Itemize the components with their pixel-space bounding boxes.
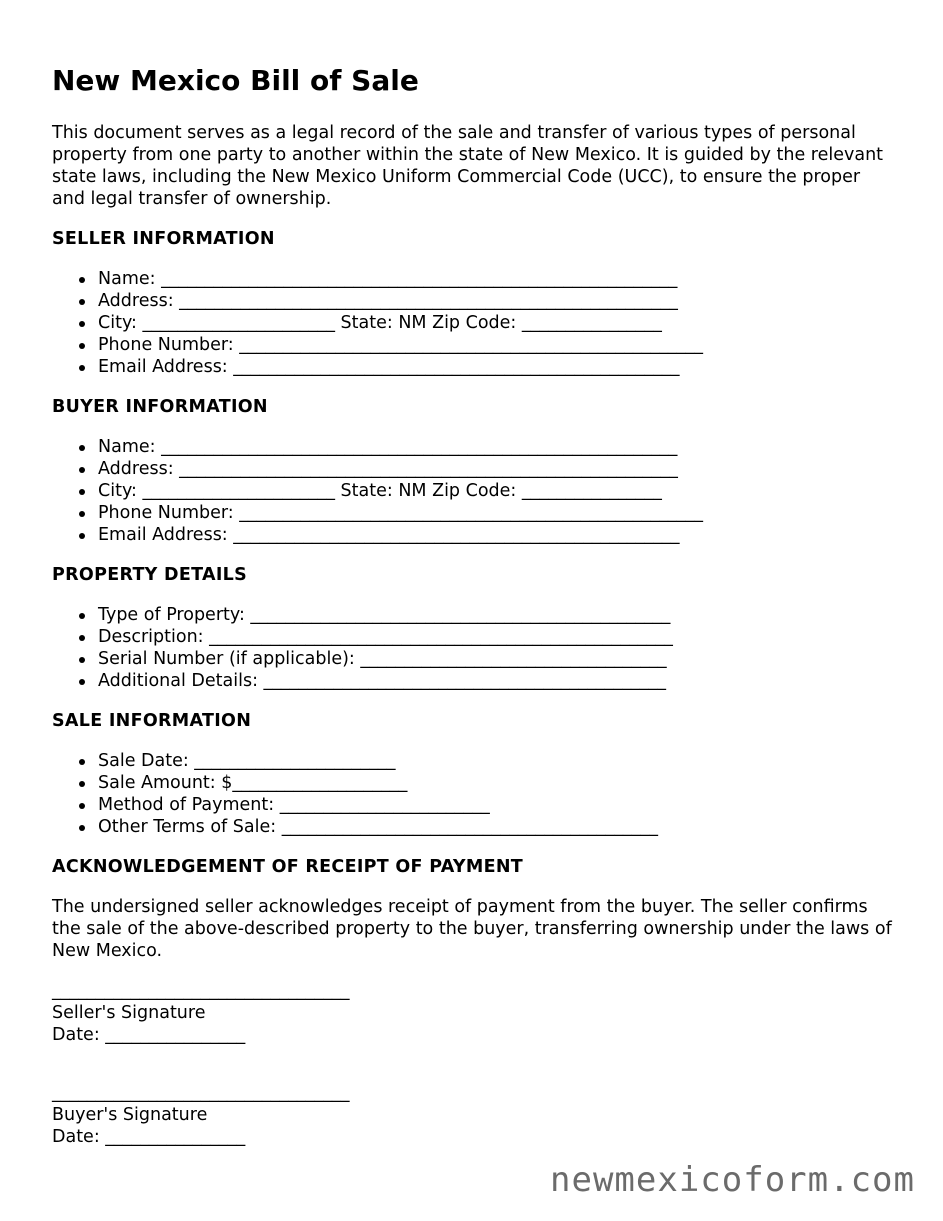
- buyer-fields: [52, 436, 892, 546]
- buyer-email-field: Email Address: ___________________________________________________: [98, 524, 892, 546]
- seller-address-field: Address: _________________________________________________________: [98, 290, 892, 312]
- sale-amount-field: Sale Amount: $____________________: [98, 772, 892, 794]
- buyer-signature-line: __________________________________: [52, 1083, 350, 1103]
- sale-heading: SALE INFORMATION: [52, 711, 252, 731]
- seller-signature-label: Seller's Signature: [52, 1003, 206, 1023]
- seller-email-field: Email Address: ___________________________________________________: [98, 356, 892, 378]
- watermark: newmexicoform.com: [550, 1160, 915, 1200]
- buyer-signature-date: Date: ________________: [52, 1127, 246, 1147]
- seller-city-state-zip-field: City: ______________________ State: NM Zip Code: ________________: [98, 312, 892, 334]
- buyer-address-field: Address: _________________________________________________________: [98, 458, 892, 480]
- seller-heading: SELLER INFORMATION: [52, 229, 275, 249]
- buyer-heading: BUYER INFORMATION: [52, 397, 268, 417]
- acknowledgement-paragraph: The undersigned seller acknowledges receipt of payment from the buyer. The seller confirms the sale of the above-described property to the buyer, transferring ownership under the laws of New Mexico.: [52, 897, 892, 961]
- buyer-signature-block: [52, 1082, 892, 1148]
- seller-signature-block: [52, 980, 892, 1046]
- payment-method-field: Method of Payment: ________________________: [98, 794, 892, 816]
- seller-phone-field: Phone Number: _____________________________________________________: [98, 334, 892, 356]
- intro-paragraph: This document serves as a legal record of the sale and transfer of various types of personal property from one party to another within the state of New Mexico. It is guided by the relevant state laws, including the New Mexico Uniform Commercial Code (UCC), to ensure the proper and legal transfer of ownership.: [52, 123, 884, 209]
- seller-fields: [52, 268, 892, 378]
- other-terms-field: Other Terms of Sale: ___________________________________________: [98, 816, 892, 838]
- buyer-city-state-zip-field: City: ______________________ State: NM Zip Code: ________________: [98, 480, 892, 502]
- sale-fields: [52, 750, 892, 838]
- acknowledgement-heading: ACKNOWLEDGEMENT OF RECEIPT OF PAYMENT: [52, 857, 524, 877]
- buyer-signature-label: Buyer's Signature: [52, 1105, 208, 1125]
- sale-date-field: Sale Date: _______________________: [98, 750, 892, 772]
- property-heading: PROPERTY DETAILS: [52, 565, 248, 585]
- property-fields: [52, 604, 892, 692]
- property-additional-field: Additional Details: ______________________________________________: [98, 670, 892, 692]
- document-page: [52, 62, 892, 1148]
- page-title: New Mexico Bill of Sale: [52, 64, 419, 97]
- buyer-phone-field: Phone Number: _____________________________________________________: [98, 502, 892, 524]
- property-description-field: Description: _____________________________________________________: [98, 626, 892, 648]
- seller-name-field: Name: ___________________________________________________________: [98, 268, 892, 290]
- property-serial-field: Serial Number (if applicable): ___________________________________: [98, 648, 892, 670]
- seller-signature-date: Date: ________________: [52, 1025, 246, 1045]
- seller-signature-line: __________________________________: [52, 981, 350, 1001]
- property-type-field: Type of Property: ________________________________________________: [98, 604, 892, 626]
- buyer-name-field: Name: ___________________________________________________________: [98, 436, 892, 458]
